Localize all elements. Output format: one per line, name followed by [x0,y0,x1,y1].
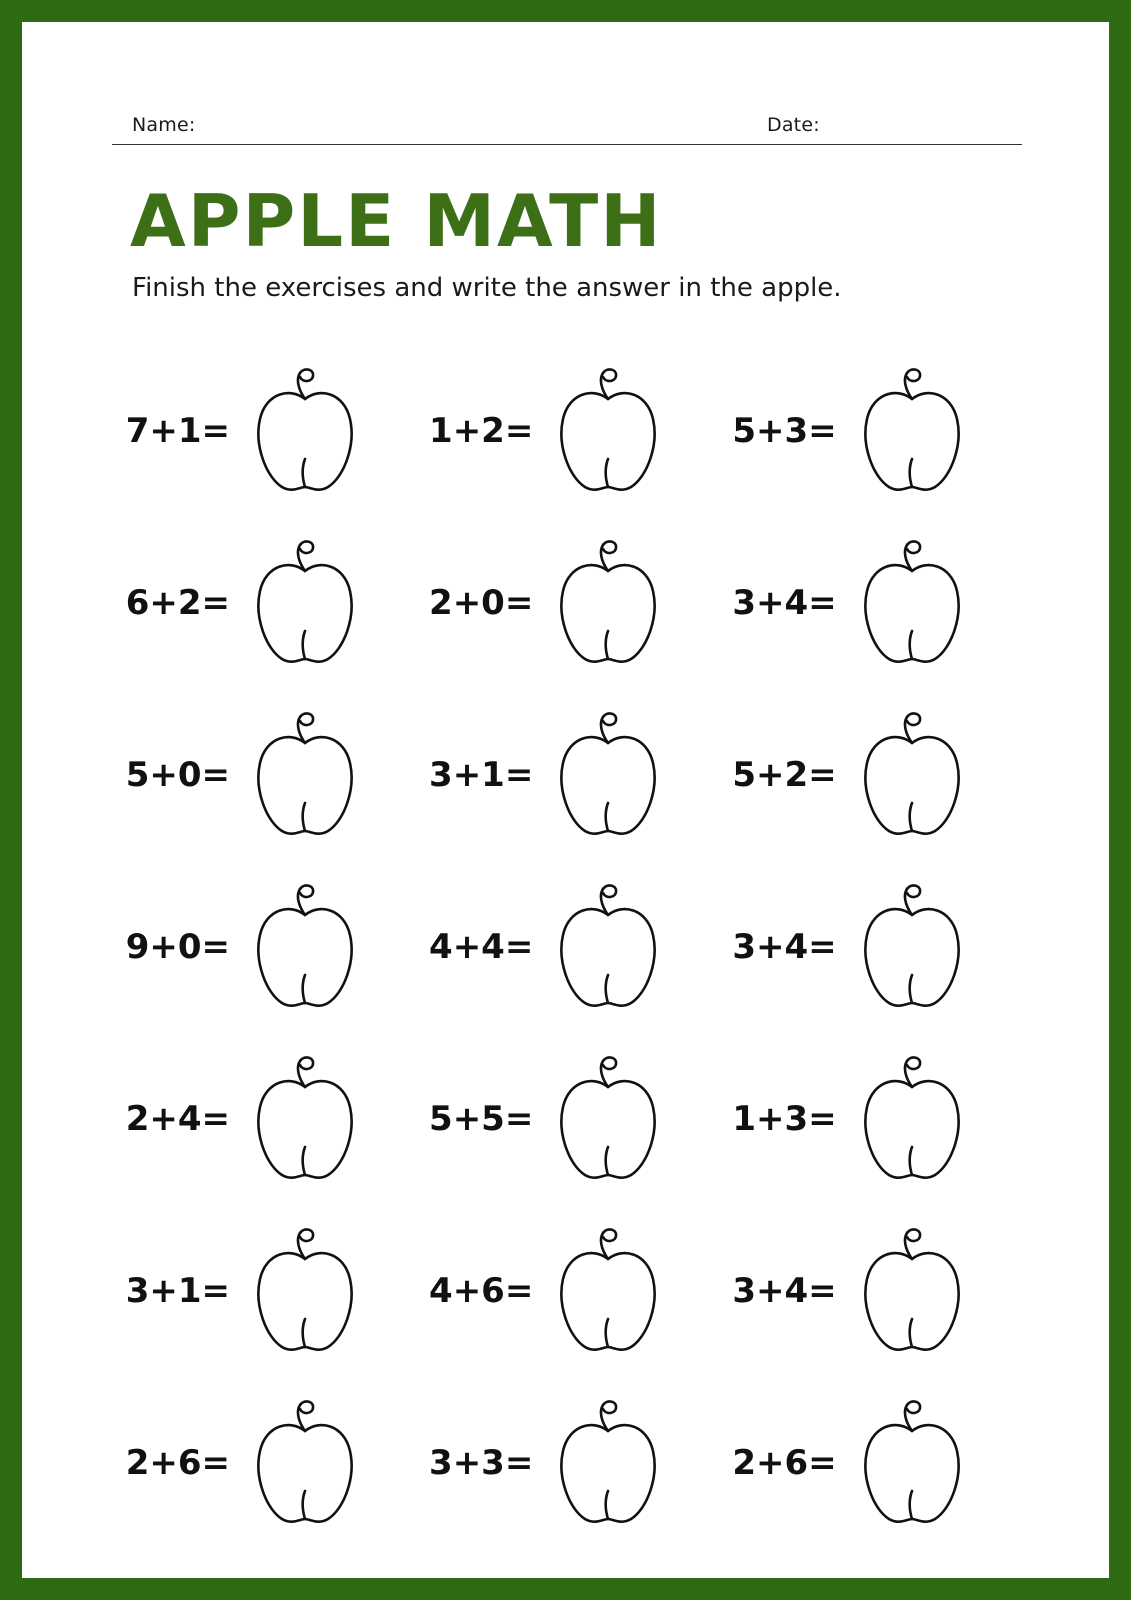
problem-expression: 3+4= [732,583,837,623]
worksheet-page [22,22,1109,1578]
problem-expression: 1+2= [429,411,534,451]
problem-item [415,1033,718,1205]
problem-expression: 3+4= [732,1271,837,1311]
apple-answer-box[interactable] [543,877,673,1017]
problem-expression: 2+0= [429,583,534,623]
problem-item [719,517,1022,689]
problem-item [415,345,718,517]
apple-answer-box[interactable] [543,1049,673,1189]
problem-item [719,1377,1022,1549]
apple-answer-box[interactable] [543,361,673,501]
apple-answer-box[interactable] [543,1221,673,1361]
apple-answer-box[interactable] [240,1393,370,1533]
worksheet-content [112,92,1022,1512]
problem-expression: 6+2= [125,583,230,623]
date-label: Date: [767,114,820,136]
apple-answer-box[interactable] [240,705,370,845]
apple-answer-box[interactable] [240,1049,370,1189]
problem-expression: 5+2= [732,755,837,795]
problem-item [415,517,718,689]
problem-expression: 4+4= [429,927,534,967]
problem-item [415,1377,718,1549]
apple-answer-box[interactable] [543,705,673,845]
problem-expression: 5+3= [732,411,837,451]
problem-item [112,1033,415,1205]
problem-item [112,1377,415,1549]
apple-answer-box[interactable] [240,361,370,501]
problem-item [112,689,415,861]
problem-expression: 3+4= [732,927,837,967]
problem-item [112,345,415,517]
apple-answer-box[interactable] [543,1393,673,1533]
problem-item [719,1205,1022,1377]
problem-expression: 3+3= [429,1443,534,1483]
problem-item [112,1205,415,1377]
problem-item [719,345,1022,517]
apple-answer-box[interactable] [847,877,977,1017]
apple-answer-box[interactable] [847,1049,977,1189]
apple-answer-box[interactable] [847,1393,977,1533]
problem-expression: 7+1= [125,411,230,451]
problem-expression: 9+0= [125,927,230,967]
problem-expression: 5+0= [125,755,230,795]
problem-expression: 3+1= [429,755,534,795]
page-subtitle: Finish the exercises and write the answer in the apple. [132,273,842,303]
problem-item [719,689,1022,861]
apple-answer-box[interactable] [240,877,370,1017]
page-title: APPLE MATH [130,179,663,263]
apple-answer-box[interactable] [543,533,673,673]
problem-expression: 5+5= [429,1099,534,1139]
problem-item [112,861,415,1033]
problem-item [719,1033,1022,1205]
apple-answer-box[interactable] [240,533,370,673]
problem-item [719,861,1022,1033]
problem-expression: 1+3= [732,1099,837,1139]
problem-item [112,517,415,689]
student-info-row [112,92,1022,145]
problem-grid [112,345,1022,1549]
problem-item [415,1205,718,1377]
problem-expression: 2+4= [125,1099,230,1139]
problem-expression: 3+1= [125,1271,230,1311]
apple-answer-box[interactable] [847,361,977,501]
problem-expression: 4+6= [429,1271,534,1311]
apple-answer-box[interactable] [847,1221,977,1361]
apple-answer-box[interactable] [847,705,977,845]
problem-item [415,861,718,1033]
problem-item [415,689,718,861]
name-label: Name: [132,114,196,136]
apple-answer-box[interactable] [847,533,977,673]
problem-expression: 2+6= [125,1443,230,1483]
apple-answer-box[interactable] [240,1221,370,1361]
problem-expression: 2+6= [732,1443,837,1483]
